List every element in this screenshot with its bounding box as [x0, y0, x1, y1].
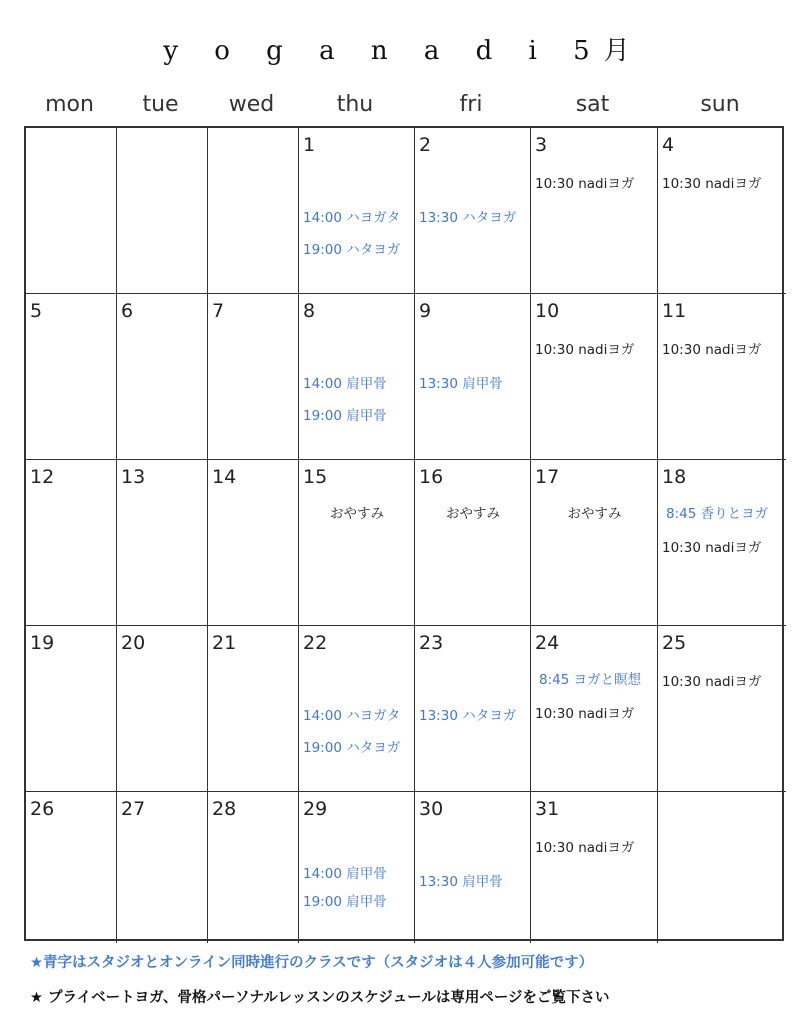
day-number: 25 — [662, 632, 687, 654]
day-number: 16 — [419, 466, 444, 488]
day-number: 14 — [212, 466, 237, 488]
day-number: 15 — [303, 466, 328, 488]
day-cell[interactable] — [531, 294, 658, 460]
day-cell[interactable] — [658, 460, 786, 626]
day-cell[interactable] — [299, 128, 415, 294]
day-number: 3 — [535, 134, 548, 156]
weekday-3: thu — [336, 92, 374, 117]
class-event: 8:45 ヨガと瞑想 — [539, 672, 642, 688]
class-event: 19:00 肩甲骨 — [303, 894, 387, 910]
weekday-2: wed — [228, 92, 275, 117]
calendar-grid — [24, 126, 784, 941]
day-cell[interactable] — [26, 460, 117, 626]
day-cell[interactable] — [117, 626, 208, 792]
weekday-1: tue — [142, 92, 179, 117]
day-number: 1 — [303, 134, 316, 156]
day-cell[interactable] — [415, 294, 531, 460]
day-number: 30 — [419, 798, 444, 820]
day-number: 18 — [662, 466, 687, 488]
day-cell[interactable] — [415, 460, 531, 626]
day-number: 31 — [535, 798, 560, 820]
class-event: 10:30 nadiヨガ — [662, 540, 762, 556]
day-cell[interactable] — [208, 294, 299, 460]
private-lesson-note: ★ プライベートヨガ、骨格パーソナルレッスンのスケジュールは専用ページをご覧下さい — [30, 990, 610, 1006]
class-event: 13:30 ハタヨガ — [419, 210, 517, 226]
day-off-label: おやすみ — [446, 506, 500, 522]
day-number: 22 — [303, 632, 328, 654]
class-event: 14:00 ハヨガタ — [303, 708, 401, 724]
calendar-title: y o g a n a d i 5月 — [163, 36, 644, 66]
day-cell[interactable] — [658, 128, 786, 294]
day-cell[interactable] — [531, 626, 658, 792]
class-event: 10:30 nadiヨガ — [535, 706, 635, 722]
day-cell[interactable] — [531, 128, 658, 294]
day-cell[interactable] — [415, 128, 531, 294]
class-event: 10:30 nadiヨガ — [535, 840, 635, 856]
day-cell[interactable] — [117, 460, 208, 626]
day-cell[interactable] — [117, 128, 208, 294]
day-number: 4 — [662, 134, 675, 156]
day-cell[interactable] — [531, 460, 658, 626]
day-number: 10 — [535, 300, 560, 322]
day-number: 11 — [662, 300, 687, 322]
class-event: 14:00 肩甲骨 — [303, 376, 387, 392]
weekday-4: fri — [459, 92, 483, 117]
class-event: 13:30 ハタヨガ — [419, 708, 517, 724]
day-cell[interactable] — [117, 792, 208, 943]
day-off-label: おやすみ — [567, 506, 622, 522]
class-event: 10:30 nadiヨガ — [535, 176, 635, 192]
day-cell[interactable] — [299, 792, 415, 943]
day-cell[interactable] — [299, 460, 415, 626]
class-event: 13:30 肩甲骨 — [419, 874, 503, 890]
day-cell[interactable] — [299, 626, 415, 792]
class-event: 19:00 ハタヨガ — [303, 740, 401, 756]
day-off-label: おやすみ — [330, 506, 384, 522]
day-number: 26 — [30, 798, 55, 820]
day-cell[interactable] — [117, 294, 208, 460]
class-event: 13:30 肩甲骨 — [419, 376, 503, 392]
class-event: 10:30 nadiヨガ — [535, 342, 635, 358]
class-event: 10:30 nadiヨガ — [662, 674, 762, 690]
day-number: 20 — [121, 632, 146, 654]
day-cell[interactable] — [531, 792, 658, 943]
weekday-5: sat — [575, 92, 610, 117]
day-number: 24 — [535, 632, 560, 654]
day-cell[interactable] — [658, 626, 786, 792]
day-number: 21 — [212, 632, 237, 654]
day-number: 27 — [121, 798, 146, 820]
day-cell[interactable] — [658, 792, 786, 943]
day-cell[interactable] — [208, 460, 299, 626]
day-number: 2 — [419, 134, 432, 156]
day-number: 17 — [535, 466, 560, 488]
class-event: 8:45 香りとヨガ — [666, 506, 769, 522]
weekday-6: sun — [700, 92, 740, 117]
day-number: 6 — [121, 300, 134, 322]
blue-text-note: ★青字はスタジオとオンライン同時進行のクラスです（スタジオは４人参加可能です） — [30, 955, 594, 971]
day-cell[interactable] — [208, 128, 299, 294]
day-number: 7 — [212, 300, 225, 322]
day-cell[interactable] — [26, 294, 117, 460]
class-event: 19:00 肩甲骨 — [303, 408, 387, 424]
day-number: 5 — [30, 300, 43, 322]
class-event: 19:00 ハタヨガ — [303, 242, 401, 258]
class-event: 10:30 nadiヨガ — [662, 176, 762, 192]
day-number: 19 — [30, 632, 55, 654]
day-cell[interactable] — [415, 626, 531, 792]
day-cell[interactable] — [415, 792, 531, 943]
day-cell[interactable] — [26, 128, 117, 294]
day-number: 8 — [303, 300, 316, 322]
day-number: 12 — [30, 466, 55, 488]
day-number: 23 — [419, 632, 444, 654]
class-event: 14:00 肩甲骨 — [303, 866, 387, 882]
class-event: 14:00 ハヨガタ — [303, 210, 401, 226]
day-cell[interactable] — [208, 792, 299, 943]
weekday-0: mon — [45, 92, 94, 117]
day-number: 9 — [419, 300, 432, 322]
day-cell[interactable] — [299, 294, 415, 460]
day-cell[interactable] — [26, 792, 117, 943]
day-number: 29 — [303, 798, 328, 820]
day-cell[interactable] — [208, 626, 299, 792]
day-cell[interactable] — [26, 626, 117, 792]
class-event: 10:30 nadiヨガ — [662, 342, 762, 358]
day-number: 13 — [121, 466, 146, 488]
day-number: 28 — [212, 798, 237, 820]
day-cell[interactable] — [658, 294, 786, 460]
